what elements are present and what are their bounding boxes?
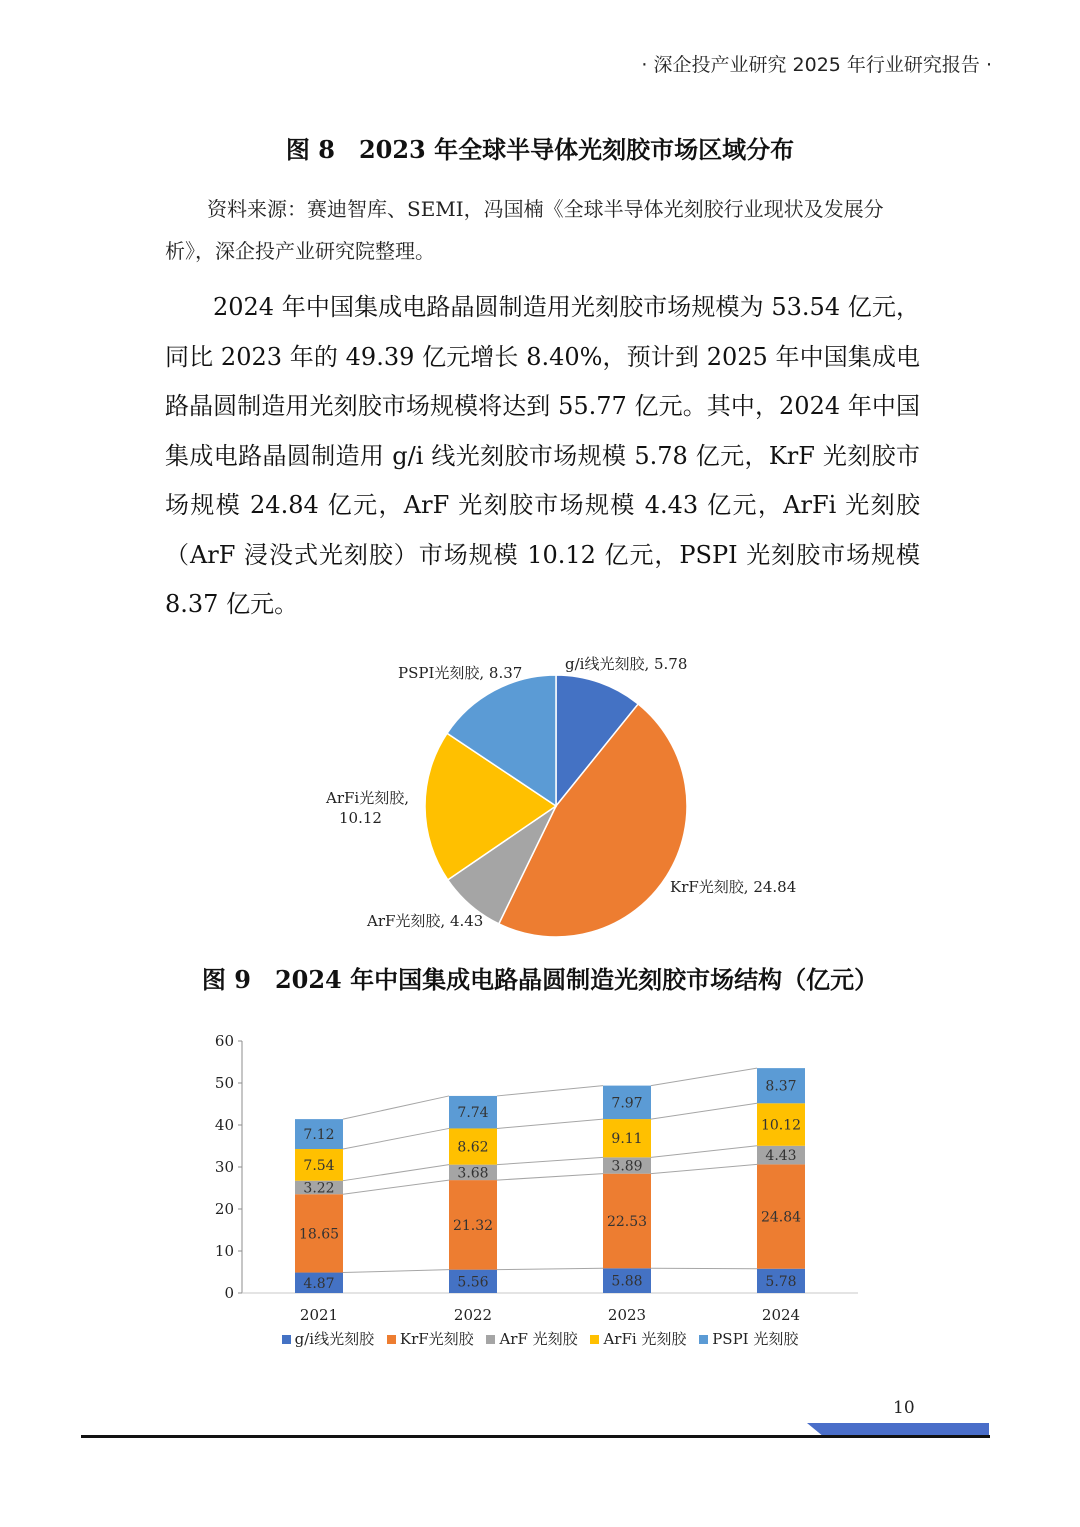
- y-tick-label: 20: [214, 1200, 234, 1218]
- data-label-arf: 3.89: [611, 1158, 643, 1175]
- y-tick-label: 0: [224, 1284, 234, 1302]
- legend-label-gi: g/i线光刻胶: [294, 1330, 375, 1348]
- footer-rule: [81, 1435, 990, 1438]
- legend-swatch-arfi: [590, 1335, 599, 1344]
- pie-label-arfi-line1: ArFi光刻胶,: [326, 789, 409, 807]
- series-line-gi: [497, 1268, 603, 1269]
- page-number: 10: [893, 1398, 915, 1418]
- footer-accent-bar: [807, 1423, 989, 1435]
- legend-label-pspi: PSPI 光刻胶: [712, 1330, 799, 1348]
- series-line-arfi: [343, 1128, 449, 1149]
- data-label-krf: 22.53: [606, 1213, 648, 1230]
- figure-8-source: 资料来源：赛迪智库、SEMI，冯国楠《全球半导体光刻胶行业现状及发展分析》，深企投产业研究院整理。: [165, 197, 884, 263]
- legend-label-arfi: ArFi 光刻胶: [603, 1330, 687, 1348]
- data-label-gi: 4.87: [303, 1275, 335, 1292]
- series-line-arf: [343, 1165, 449, 1181]
- pie-label-arf: ArF光刻胶, 4.43: [367, 912, 484, 930]
- legend-item-krf: [387, 1328, 474, 1349]
- legend-item-gi: [282, 1328, 374, 1349]
- data-label-krf: 21.32: [452, 1217, 494, 1234]
- pie-label-arfi: [326, 788, 409, 828]
- data-label-arf: 3.68: [457, 1165, 489, 1182]
- series-line-arf: [497, 1157, 603, 1164]
- y-tick-label: 10: [214, 1242, 234, 1260]
- legend-swatch-gi: [282, 1335, 291, 1344]
- y-tick-label: 50: [214, 1074, 234, 1092]
- data-label-arfi: 8.62: [457, 1139, 489, 1156]
- data-label-gi: 5.56: [457, 1274, 489, 1291]
- series-line-arf: [651, 1146, 757, 1158]
- data-label-krf: 18.65: [298, 1226, 340, 1243]
- series-line-gi: [343, 1270, 449, 1273]
- legend-label-arf: ArF 光刻胶: [499, 1330, 578, 1348]
- data-label-gi: 5.78: [765, 1273, 797, 1290]
- data-label-pspi: 7.97: [611, 1095, 643, 1112]
- figure-9-title: 图 9 2024 年中国集成电路晶圆制造光刻胶市场结构（亿元）: [201, 965, 879, 994]
- series-line-krf: [497, 1174, 603, 1180]
- pie-label-arfi-line2: 10.12: [339, 809, 382, 827]
- y-tick-label: 60: [214, 1032, 234, 1050]
- series-line-krf: [651, 1164, 757, 1173]
- data-label-arfi: 7.54: [303, 1157, 335, 1174]
- data-label-arf: 4.43: [765, 1148, 797, 1165]
- stacked-bar-chart-svg: [190, 1025, 880, 1325]
- data-label-arf: 3.22: [303, 1180, 335, 1197]
- bar-chart-legend: [0, 1328, 1080, 1349]
- data-label-pspi: 7.74: [457, 1105, 489, 1122]
- x-tick-label: 2022: [453, 1306, 493, 1324]
- legend-swatch-krf: [387, 1335, 396, 1344]
- legend-swatch-arf: [486, 1335, 495, 1344]
- pie-chart: [300, 645, 820, 945]
- pie-label-pspi: PSPI光刻胶, 8.37: [398, 664, 523, 682]
- legend-item-arfi: [590, 1328, 686, 1349]
- y-tick-label: 30: [214, 1158, 234, 1176]
- x-tick-label: 2024: [761, 1306, 801, 1324]
- series-line-pspi: [343, 1096, 449, 1119]
- series-line-krf: [343, 1180, 449, 1194]
- body-paragraph: 2024 年中国集成电路晶圆制造用光刻胶市场规模为 53.54 亿元，同比 2023 年的 49.39 亿元增长 8.40%，预计到 2025 年中国集成电路晶圆制造用光刻胶市场规模将达到 55.77 亿元。其中，2024 年中国集成电路晶圆制造用 g/i 线光刻胶市场规模 5.78 亿元，KrF 光刻胶市场规模 24.84 亿元，ArF 光刻胶市场规模 4.43 亿元，ArFi 光刻胶（ArF 浸没式光刻胶）市场规模 10.12 亿元，PSPI 光刻胶市场规模 8.37 亿元。: [165, 293, 920, 618]
- y-tick-label: 40: [214, 1116, 234, 1134]
- legend-label-krf: KrF光刻胶: [399, 1330, 474, 1348]
- pie-label-gi: g/i线光刻胶, 5.78: [565, 655, 688, 673]
- pie-label-krf: KrF光刻胶, 24.84: [670, 878, 797, 896]
- data-label-pspi: 8.37: [765, 1078, 797, 1095]
- data-label-gi: 5.88: [611, 1273, 643, 1290]
- legend-swatch-pspi: [699, 1335, 708, 1344]
- stacked-bar-chart: [190, 1025, 880, 1325]
- figure-8-title: 图 8 2023 年全球半导体光刻胶市场区域分布: [285, 135, 795, 164]
- report-header-tag: · 深企投产业研究 2025 年行业研究报告 ·: [641, 54, 992, 76]
- series-line-arfi: [651, 1103, 757, 1119]
- x-tick-label: 2021: [299, 1306, 339, 1324]
- legend-item-pspi: [699, 1328, 798, 1349]
- series-line-arfi: [497, 1119, 603, 1128]
- data-label-pspi: 7.12: [303, 1127, 335, 1144]
- series-line-pspi: [497, 1086, 603, 1096]
- series-line-pspi: [651, 1068, 757, 1085]
- data-label-arfi: 10.12: [760, 1117, 802, 1134]
- legend-item-arf: [486, 1328, 577, 1349]
- x-tick-label: 2023: [607, 1306, 647, 1324]
- data-label-krf: 24.84: [760, 1209, 802, 1226]
- data-label-arfi: 9.11: [611, 1131, 643, 1148]
